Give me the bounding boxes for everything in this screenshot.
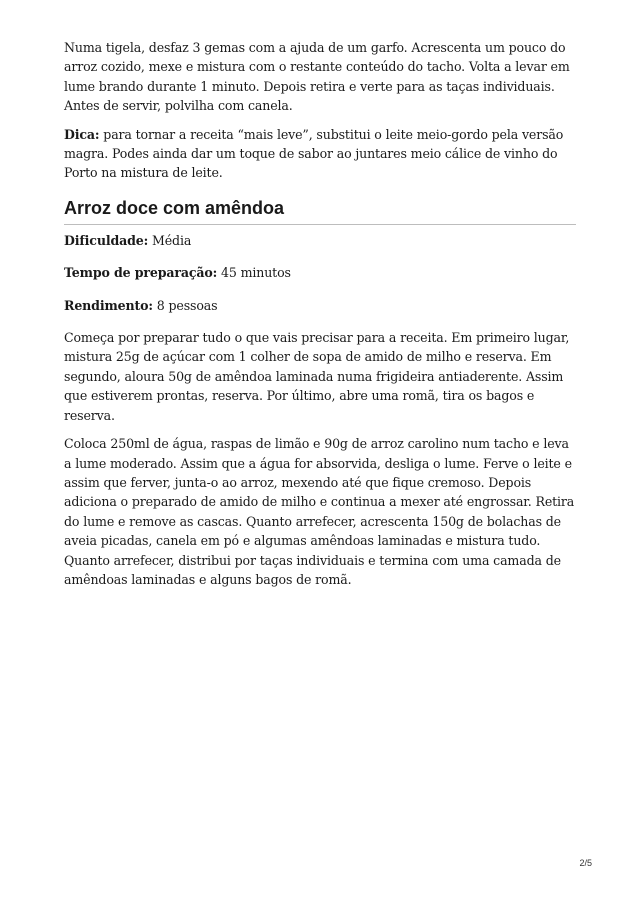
servings-value: 8 pessoas xyxy=(152,297,218,313)
tip-text: para tornar a receita “mais leve”, substitui o leite meio-gordo pela versão magra. Podes ainda dar um toque de sabor ao juntares meio cálice de vinho do Porto na mistura de leite. xyxy=(64,126,564,181)
document-page xyxy=(64,38,576,598)
tip-label: Dica: xyxy=(64,126,100,142)
prep-time-value: 45 minutos xyxy=(217,265,291,281)
recipe-step-paragraph: Começa por preparar tudo o que vais precisar para a receita. Em primeiro lugar, mistura 25g de açúcar com 1 colher de sopa de amido de milho e reserva. Em segundo, aloura 50g de amêndoa laminada numa frigideira antiaderente. Assim que estiverem prontas, reserva. Por último, abre uma romã, tira os bagos e reserva. xyxy=(64,330,570,423)
servings-label: Rendimento: xyxy=(64,297,153,313)
recipe-step-paragraph: Coloca 250ml de água, raspas de limão e 90g de arroz carolino num tacho e leva a lume moderado. Assim que a água for absorvida, desliga o lume. Ferve o leite e assim que ferver, junta-o ao arroz, mexendo até que fique cremoso. Depois adiciona o preparado de amido de milho e continua a mexer até engrossar. Retira do lume e remove as cascas. Quanto arrefecer, acrescenta 150g de bolachas de aveia picadas, canela em pó e algumas amêndoas laminadas e mistura tudo. Quanto arrefecer, distribui por taças individuais e termina com uma camada de amêndoas laminadas e alguns bagos de romã. xyxy=(64,436,575,587)
servings-line xyxy=(64,296,576,315)
intro-paragraph: Numa tigela, desfaz 3 gemas com a ajuda de um garfo. Acrescenta um pouco do arroz cozido, mexe e mistura com o restante conteúdo do tacho. Volta a levar em lume brando durante 1 minuto. Depois retira e verte para as taças individuais. Antes de servir, polvilha com canela. xyxy=(64,40,570,114)
prep-time-line xyxy=(64,263,576,282)
prep-time-label: Tempo de preparação: xyxy=(64,265,218,281)
difficulty-line xyxy=(64,231,576,250)
page-number: 2/5 xyxy=(579,858,592,868)
tip-paragraph xyxy=(64,125,576,183)
difficulty-label: Dificuldade: xyxy=(64,232,149,248)
difficulty-value: Média xyxy=(148,232,192,248)
recipe-title: Arroz doce com amêndoa xyxy=(64,198,576,225)
